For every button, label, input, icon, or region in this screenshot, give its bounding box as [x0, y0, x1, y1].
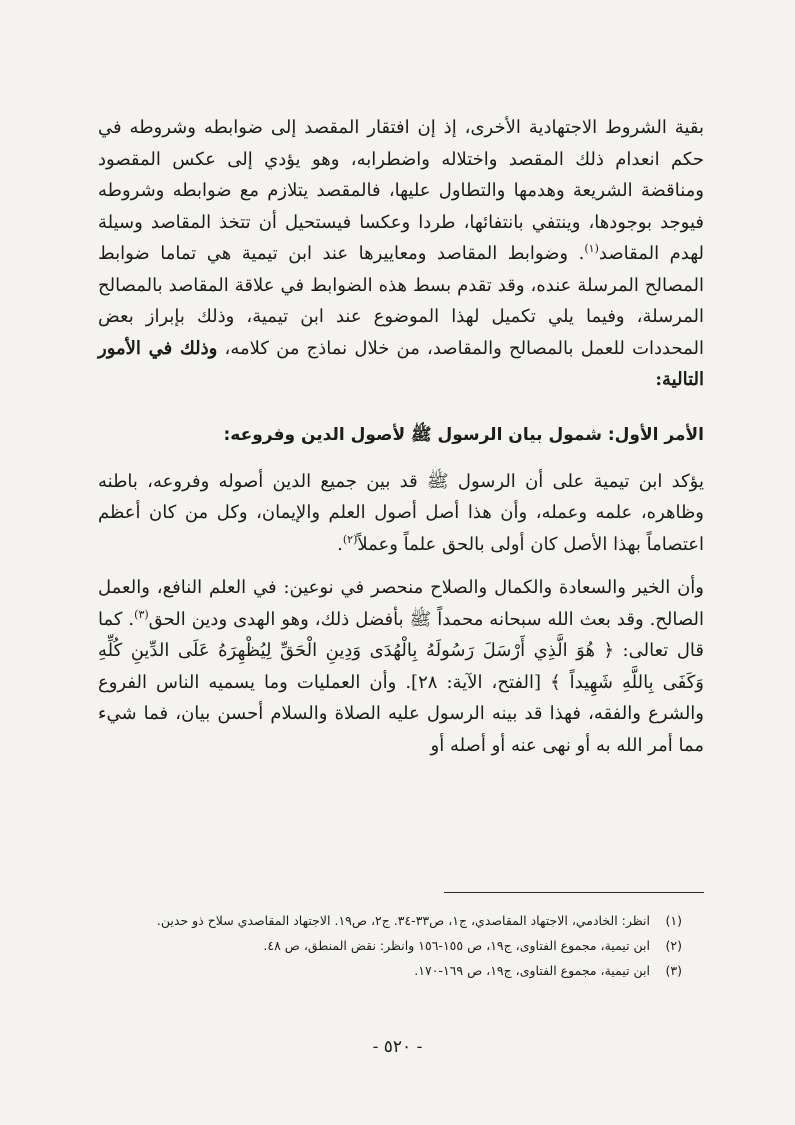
paragraph-3-text-end: وأن العمليات وما يسميه الناس الفروع والشرع والفقه، فهذا قد بينه الرسول عليه الصلاة والسلام أحسن بيان، فما شيء مما أمر الله به أو نهى عنه أو أصله أو: [98, 671, 704, 756]
footnote-separator: [444, 892, 704, 893]
footnote-ref-2[interactable]: (٢): [342, 532, 358, 546]
footnote-item: [98, 958, 682, 983]
footnote-number: (٢): [665, 938, 682, 953]
footnote-number: (٣): [665, 963, 682, 978]
footnote-number: (١): [665, 913, 682, 928]
paragraph-2-end: .: [337, 533, 343, 555]
footnotes: [98, 908, 682, 983]
paragraph-2: [98, 466, 704, 561]
footnote-item: [98, 908, 682, 933]
footnote-text: انظر: الخادمي، الاجتهاد المقاصدي، ج١، ص٣٣-٣٤. ج٢، ص١٩. الاجتهاد المقاصدي سلاح ذو حدين.: [156, 913, 650, 928]
footnote-ref-1[interactable]: (١): [584, 242, 599, 255]
footnote-text: ابن تيمية، مجموع الفتاوى، ج١٩، ص ١٥٥-١٥٦ وانظر: نقض المنطق، ص ٤٨.: [263, 938, 650, 953]
quran-verse: ﴿ هُوَ الَّذِي أَرْسَلَ رَسُولَهُ بِالْهُدَى وَدِينِ الْحَقِّ لِيُظْهِرَهُ عَلَى الدِّينِ كُلِّهِ وَكَفَى بِاللَّهِ شَهِيداً ﴾: [98, 640, 705, 693]
verse-citation: [الفتح، الآية: ٢٨].: [396, 671, 551, 693]
section-heading: الأمر الأول: شمول بيان الرسول ﷺ لأصول الدين وفروعه:: [223, 424, 704, 445]
intro-text: بقية الشروط الاجتهادية الأخرى، إذ إن افتقار المقصد إلى ضوابطه وشروطه في حكم انعدام ذلك المقصد واختلاله واضطرابه، وهو يؤدي إلى عكس المقصود ومناقضة الشريعة وهدمها والتطاول عليها، فالمقصد يتلازم مع ضوابطه وشروطه فيوجد بوجودها، وينتفي بانتفائها، طردا وعكسا فيستحيل أن تتخذ المقاصد وسيلة لهدم المقاصد: [98, 117, 705, 264]
footnote-text: ابن تيمية، مجموع الفتاوى، ج١٩، ص ١٦٩-١٧٠.: [414, 963, 650, 978]
intro-paragraph: [98, 112, 704, 396]
main-text: [98, 112, 704, 761]
footnote-item: [98, 933, 682, 958]
intro-bold-tail: وذلك في الأمور التالية:: [98, 337, 704, 390]
paragraph-3-text: وأن الخير والسعادة والكمال والصلاح منحصر في نوعين: في العلم النافع، والعمل الصالح. وقد بعث الله سبحانه محمداً ﷺ بأفضل ذلك، وهو الهدى ودين الحق: [98, 577, 704, 630]
footnote-ref-3[interactable]: (٣): [134, 607, 149, 621]
paragraph-3: [98, 572, 704, 761]
paragraph-3-text-mid: . كما قال تعالى:: [98, 608, 704, 661]
intro-text-after: . وضوابط المقاصد ومعاييرها عند ابن تيمية هي تماما ضوابط المصالح المرسلة عنده، وقد تقدم بسط هذه الضوابط في علاقة المقاصد بالمصالح المرسلة، وفيما يلي تكميل لهذا الموضوع عند ابن تيمية، وذلك بإبراز بعض المحددات للعمل بالمصالح والمقاصد، من خلال نماذج من كلامه،: [98, 243, 704, 359]
page-number: - ٥٢٠ -: [372, 1037, 423, 1057]
paragraph-2-text: يؤكد ابن تيمية على أن الرسول ﷺ قد بين جميع الدين أصوله وفروعه، باطنه وظاهره، علمه وعمله، وأن هذا أصل أصول العلم والإيمان، وكل من كان أعظم اعتصاماً بهذا الأصل كان أولى بالحق علماً وعملاً: [98, 470, 704, 555]
